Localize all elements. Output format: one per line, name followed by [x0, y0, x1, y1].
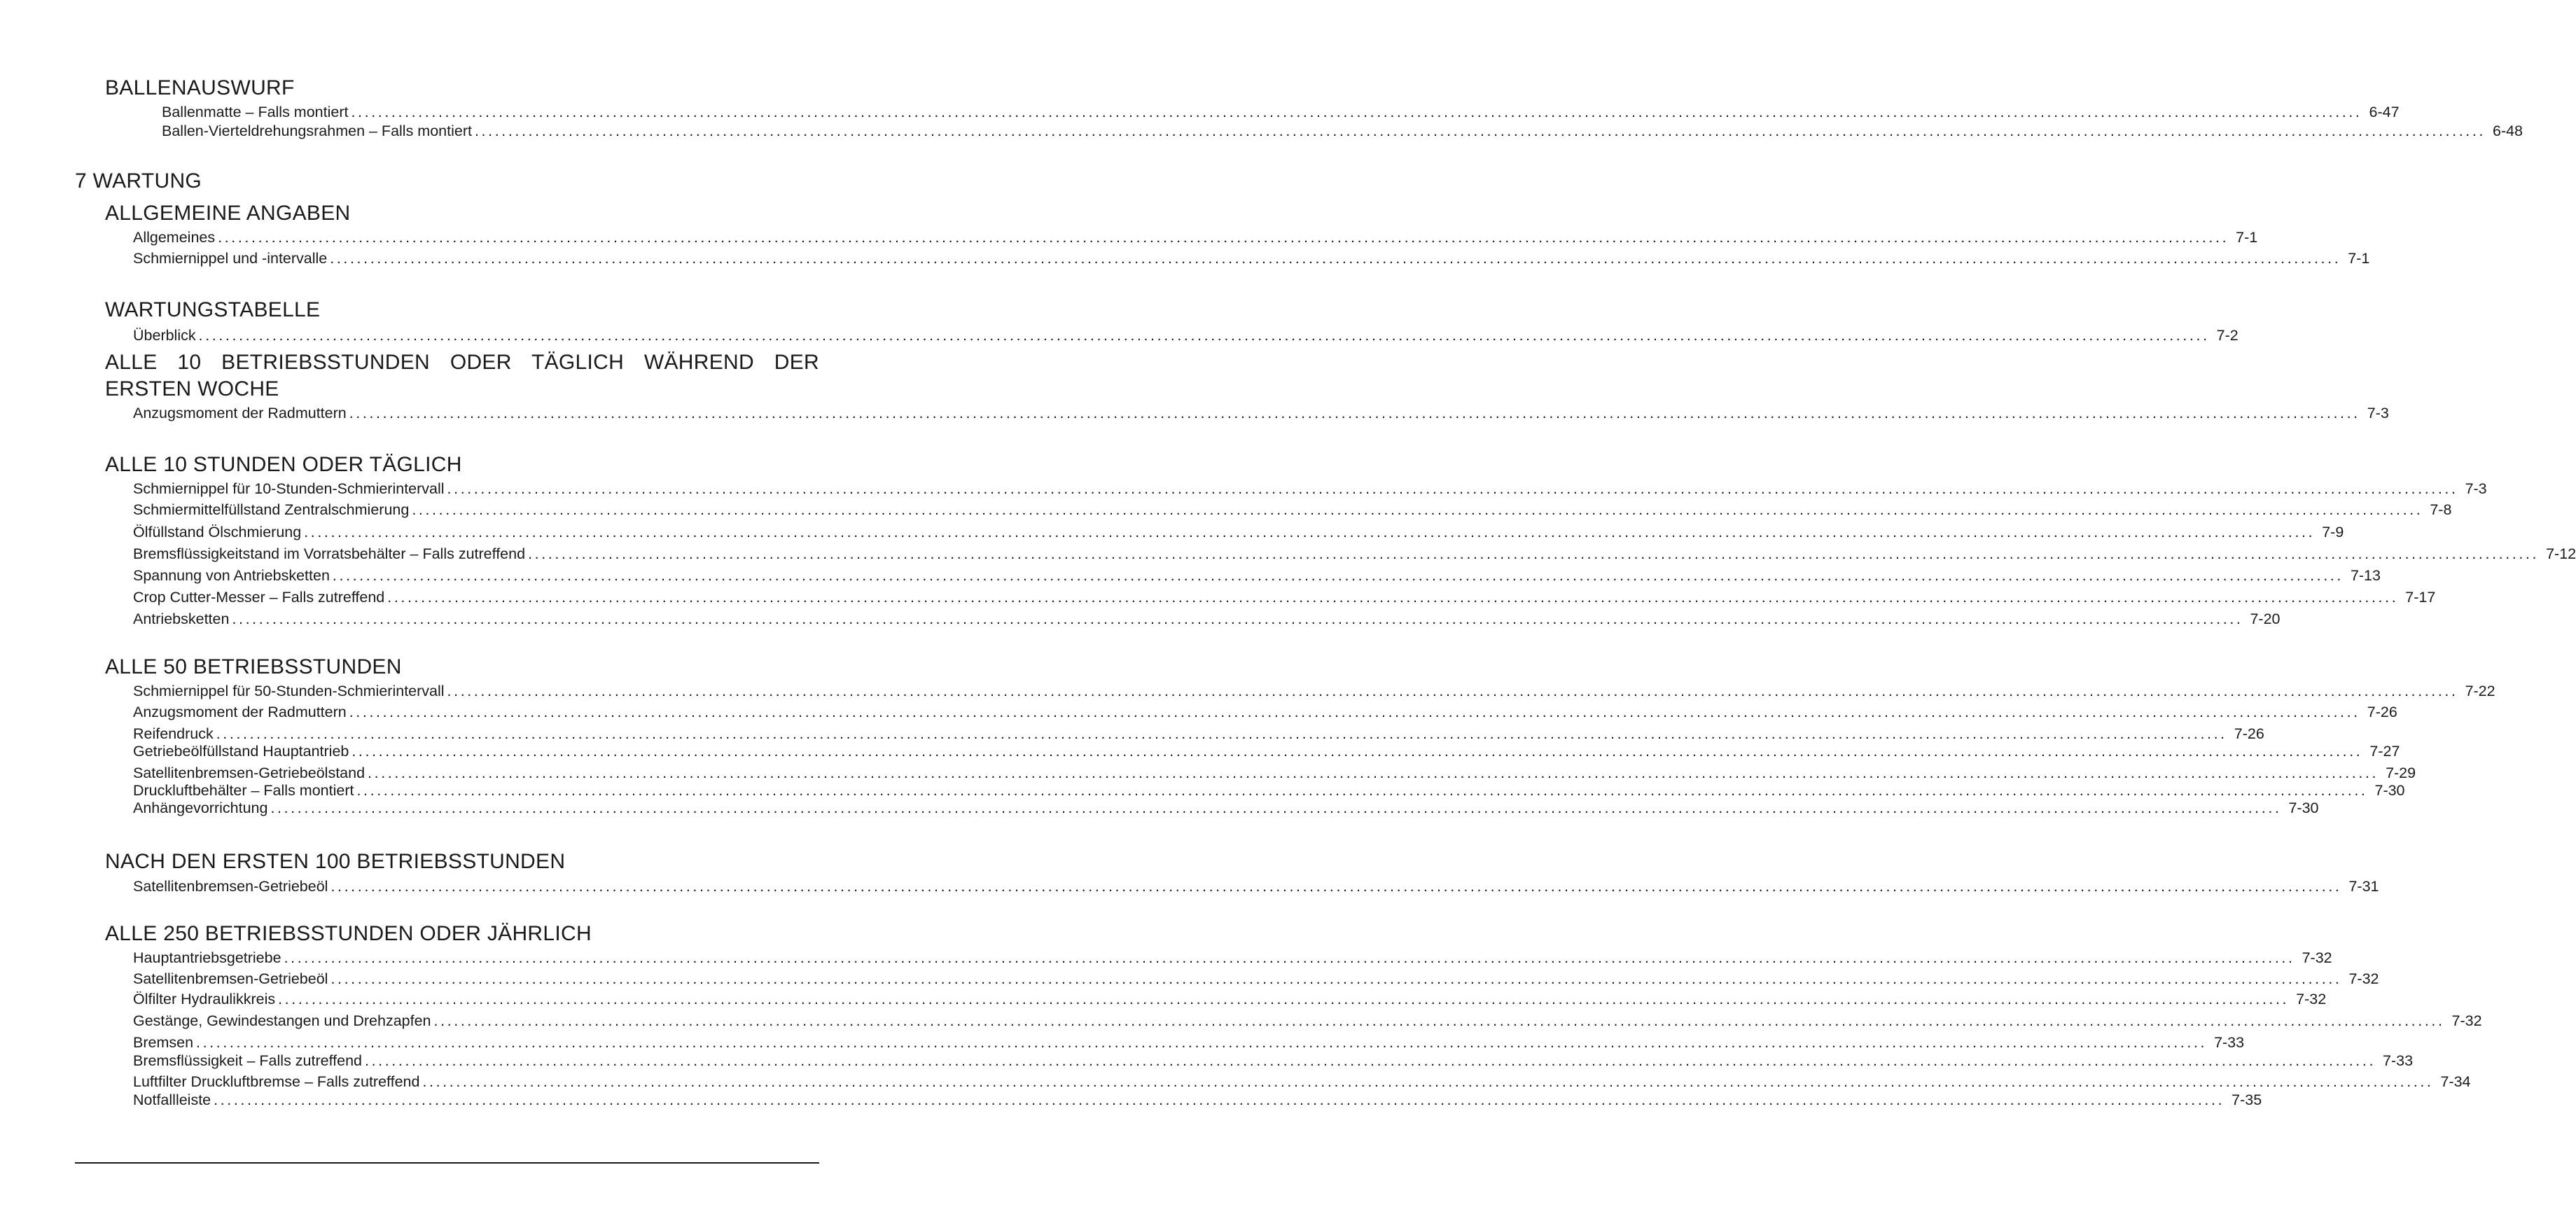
- toc-page-number: 7-34: [2440, 1073, 2471, 1090]
- toc-entry-label: Bremsen: [133, 1034, 194, 1051]
- toc-entry-label: Bremsflüssigkeitstand im Vorratsbehälter – Falls zutreffend: [133, 545, 526, 562]
- section-heading: BALLENAUSWURF: [105, 76, 295, 99]
- toc-entry[interactable]: [133, 948, 2332, 968]
- toc-entry[interactable]: [133, 969, 2379, 989]
- toc-leader-dots: ............................................................................................................................................................................................................................................................................................................: [330, 970, 2342, 987]
- toc-page-number: 7-35: [2232, 1091, 2262, 1108]
- section-heading: ALLE 10 STUNDEN ODER TÄGLICH: [105, 453, 462, 476]
- toc-leader-dots: ............................................................................................................................................................................................................................................................................................................: [218, 229, 2229, 246]
- toc-leader-dots: ............................................................................................................................................................................................................................................................................................................: [412, 501, 2423, 518]
- section-heading: WARTUNGSTABELLE: [105, 298, 321, 321]
- toc-entry-label: Ballen-Vierteldrehungsrahmen – Falls montiert: [162, 123, 472, 139]
- toc-page-number: 6-47: [2369, 104, 2400, 120]
- toc-leader-dots: ............................................................................................................................................................................................................................................................................................................: [368, 765, 2379, 781]
- toc-entry-label: Schmiernippel und -intervalle: [133, 250, 328, 267]
- toc-leader-dots: ............................................................................................................................................................................................................................................................................................................: [216, 725, 2227, 742]
- toc-leader-dots: ............................................................................................................................................................................................................................................................................................................: [528, 545, 2540, 562]
- toc-entry-label: Satellitenbremsen-Getriebeöl: [133, 878, 328, 895]
- toc-page-number: 7-1: [2236, 229, 2258, 246]
- toc-page-number: 7-27: [2369, 743, 2400, 760]
- toc-entry[interactable]: [133, 798, 2319, 818]
- toc-entry-label: Getriebeölfüllstand Hauptantrieb: [133, 743, 349, 760]
- toc-entry-label: Ölfilter Hydraulikkreis: [133, 991, 276, 1007]
- toc-entry[interactable]: [133, 566, 2381, 585]
- toc-page-number: 7-29: [2386, 765, 2416, 781]
- toc-leader-dots: ............................................................................................................................................................................................................................................................................................................: [387, 589, 2399, 606]
- toc-entry[interactable]: [133, 1033, 2245, 1052]
- toc-entry-label: Schmiermittelfüllstand Zentralschmierung: [133, 501, 410, 518]
- toc-entry-label: Ölfüllstand Ölschmierung: [133, 524, 302, 540]
- toc-leader-dots: ............................................................................................................................................................................................................................................................................................................: [304, 524, 2316, 540]
- toc-entry-label: Ballenmatte – Falls montiert: [162, 104, 349, 120]
- toc-page-number: 7-30: [2374, 782, 2405, 799]
- toc-page-number: 7-3: [2465, 480, 2487, 497]
- toc-page-number: 7-26: [2367, 704, 2397, 720]
- toc-page-number: 7-13: [2350, 567, 2381, 584]
- toc-leader-dots: ............................................................................................................................................................................................................................................................................................................: [356, 782, 2368, 799]
- toc-page-number: 7-3: [2367, 405, 2389, 421]
- toc-entry-label: Crop Cutter-Messer – Falls zutreffend: [133, 589, 385, 606]
- toc-entry[interactable]: [133, 724, 2264, 744]
- toc-entry-label: Hauptantriebsgetriebe: [133, 949, 281, 966]
- toc-entry[interactable]: [133, 479, 2487, 498]
- toc-entry[interactable]: [133, 544, 2576, 564]
- toc-entry[interactable]: [133, 249, 2370, 268]
- toc-entry-label: Anzugsmoment der Radmuttern: [133, 405, 347, 421]
- toc-entry-label: Bremsflüssigkeit – Falls zutreffend: [133, 1052, 363, 1069]
- toc-leader-dots: ............................................................................................................................................................................................................................................................................................................: [474, 123, 2486, 139]
- toc-page-number: 7-1: [2348, 250, 2370, 267]
- toc-entry-label: Allgemeines: [133, 229, 216, 246]
- toc-leader-dots: ............................................................................................................................................................................................................................................................................................................: [351, 104, 2362, 120]
- toc-page-number: 6-48: [2492, 123, 2523, 139]
- toc-leader-dots: ............................................................................................................................................................................................................................................................................................................: [232, 610, 2243, 627]
- toc-entry-label: Schmiernippel für 50-Stunden-Schmierintervall: [133, 683, 445, 699]
- toc-leader-dots: ............................................................................................................................................................................................................................................................................................................: [214, 1091, 2225, 1108]
- toc-entry-label: Überblick: [133, 327, 196, 344]
- toc-page-number: 7-32: [2296, 991, 2327, 1007]
- toc-entry[interactable]: [133, 1011, 2482, 1031]
- toc-entry-label: Druckluftbehälter – Falls montiert: [133, 782, 354, 799]
- toc-entry[interactable]: [133, 1051, 2414, 1070]
- toc-entry-label: Satellitenbremsen-Getriebeöl: [133, 970, 328, 987]
- toc-leader-dots: ............................................................................................................................................................................................................................................................................................................: [278, 991, 2290, 1007]
- toc-entry[interactable]: [133, 702, 2397, 722]
- toc-entry[interactable]: [133, 681, 2495, 701]
- toc-leader-dots: ............................................................................................................................................................................................................................................................................................................: [332, 567, 2344, 584]
- toc-entry[interactable]: [133, 228, 2258, 247]
- toc-leader-dots: ............................................................................................................................................................................................................................................................................................................: [447, 480, 2458, 497]
- toc-entry[interactable]: [133, 587, 2436, 607]
- toc-leader-dots: ............................................................................................................................................................................................................................................................................................................: [447, 683, 2458, 699]
- toc-entry[interactable]: [133, 781, 2405, 800]
- section-heading: ALLGEMEINE ANGABEN: [105, 202, 351, 225]
- toc-entry[interactable]: [133, 989, 2327, 1009]
- toc-page-number: 7-12: [2546, 545, 2576, 562]
- toc-leader-dots: ............................................................................................................................................................................................................................................................................................................: [349, 405, 2360, 421]
- toc-entry[interactable]: [133, 741, 2400, 761]
- toc-entry[interactable]: [162, 102, 2400, 122]
- toc-page-number: 7-22: [2465, 683, 2495, 699]
- toc-entry-label: Schmiernippel für 10-Stunden-Schmierintervall: [133, 480, 445, 497]
- toc-page-number: 7-33: [2214, 1034, 2245, 1051]
- toc-entry-label: Luftfilter Druckluftbremse – Falls zutreffend: [133, 1073, 420, 1090]
- toc-entry[interactable]: [133, 763, 2416, 783]
- section-heading: ALLE 250 BETRIEBSSTUNDEN ODER JÄHRLICH: [105, 922, 592, 945]
- toc-entry-label: Antriebsketten: [133, 610, 230, 627]
- toc-entry[interactable]: [133, 403, 2389, 423]
- toc-entry[interactable]: [133, 500, 2452, 519]
- toc-page-number: 7-9: [2322, 524, 2344, 540]
- toc-leader-dots: ............................................................................................................................................................................................................................................................................................................: [196, 1034, 2208, 1051]
- toc-page-number: 7-17: [2405, 589, 2436, 606]
- toc-page-number: 7-2: [2216, 327, 2239, 344]
- toc-entry[interactable]: [133, 522, 2344, 542]
- toc-entry-label: Notfallleiste: [133, 1091, 211, 1108]
- toc-leader-dots: ............................................................................................................................................................................................................................................................................................................: [351, 743, 2363, 760]
- toc-page-number: 7-30: [2288, 800, 2319, 816]
- toc-entry[interactable]: [133, 609, 2281, 629]
- toc-entry-label: Anhängevorrichtung: [133, 800, 268, 816]
- toc-entry[interactable]: [133, 326, 2239, 345]
- toc-entry-label: Satellitenbremsen-Getriebeölstand: [133, 765, 365, 781]
- toc-leader-dots: ............................................................................................................................................................................................................................................................................................................: [365, 1052, 2376, 1069]
- toc-leader-dots: ............................................................................................................................................................................................................................................................................................................: [422, 1073, 2434, 1090]
- footer-rule: [75, 1162, 819, 1164]
- toc-entry[interactable]: [162, 121, 2523, 141]
- toc-page-number: 7-20: [2250, 610, 2281, 627]
- toc-entry-label: Gestänge, Gewindestangen und Drehzapfen: [133, 1012, 431, 1029]
- toc-leader-dots: ............................................................................................................................................................................................................................................................................................................: [284, 949, 2295, 966]
- toc-leader-dots: ............................................................................................................................................................................................................................................................................................................: [349, 704, 2360, 720]
- section-heading: ALLE 10 BETRIEBSSTUNDEN ODER TÄGLICH WÄHREND DER ERSTEN WOCHE: [105, 351, 819, 400]
- toc-page-number: 7-31: [2348, 878, 2379, 895]
- chapter-heading: 7 WARTUNG: [75, 169, 202, 193]
- toc-entry[interactable]: [133, 1090, 2262, 1110]
- toc-leader-dots: ............................................................................................................................................................................................................................................................................................................: [270, 800, 2282, 816]
- toc-leader-dots: ............................................................................................................................................................................................................................................................................................................: [330, 878, 2342, 895]
- toc-entry[interactable]: [133, 877, 2379, 896]
- toc-page-number: 7-32: [2302, 949, 2332, 966]
- section-heading: ALLE 50 BETRIEBSSTUNDEN: [105, 655, 402, 678]
- toc-entry-label: Anzugsmoment der Radmuttern: [133, 704, 347, 720]
- toc-leader-dots: ............................................................................................................................................................................................................................................................................................................: [198, 327, 2210, 344]
- toc-page-number: 7-33: [2383, 1052, 2414, 1069]
- toc-page-number: 7-8: [2430, 501, 2452, 518]
- toc-page-number: 7-26: [2234, 725, 2264, 742]
- toc-entry-label: Spannung von Antriebsketten: [133, 567, 330, 584]
- toc-page-number: 7-32: [2451, 1012, 2482, 1029]
- toc-leader-dots: ............................................................................................................................................................................................................................................................................................................: [330, 250, 2341, 267]
- toc-leader-dots: ............................................................................................................................................................................................................................................................................................................: [433, 1012, 2445, 1029]
- toc-entry[interactable]: [133, 1072, 2471, 1091]
- section-heading: NACH DEN ERSTEN 100 BETRIEBSSTUNDEN: [105, 850, 566, 873]
- toc-page-number: 7-32: [2348, 970, 2379, 987]
- toc-entry-label: Reifendruck: [133, 725, 214, 742]
